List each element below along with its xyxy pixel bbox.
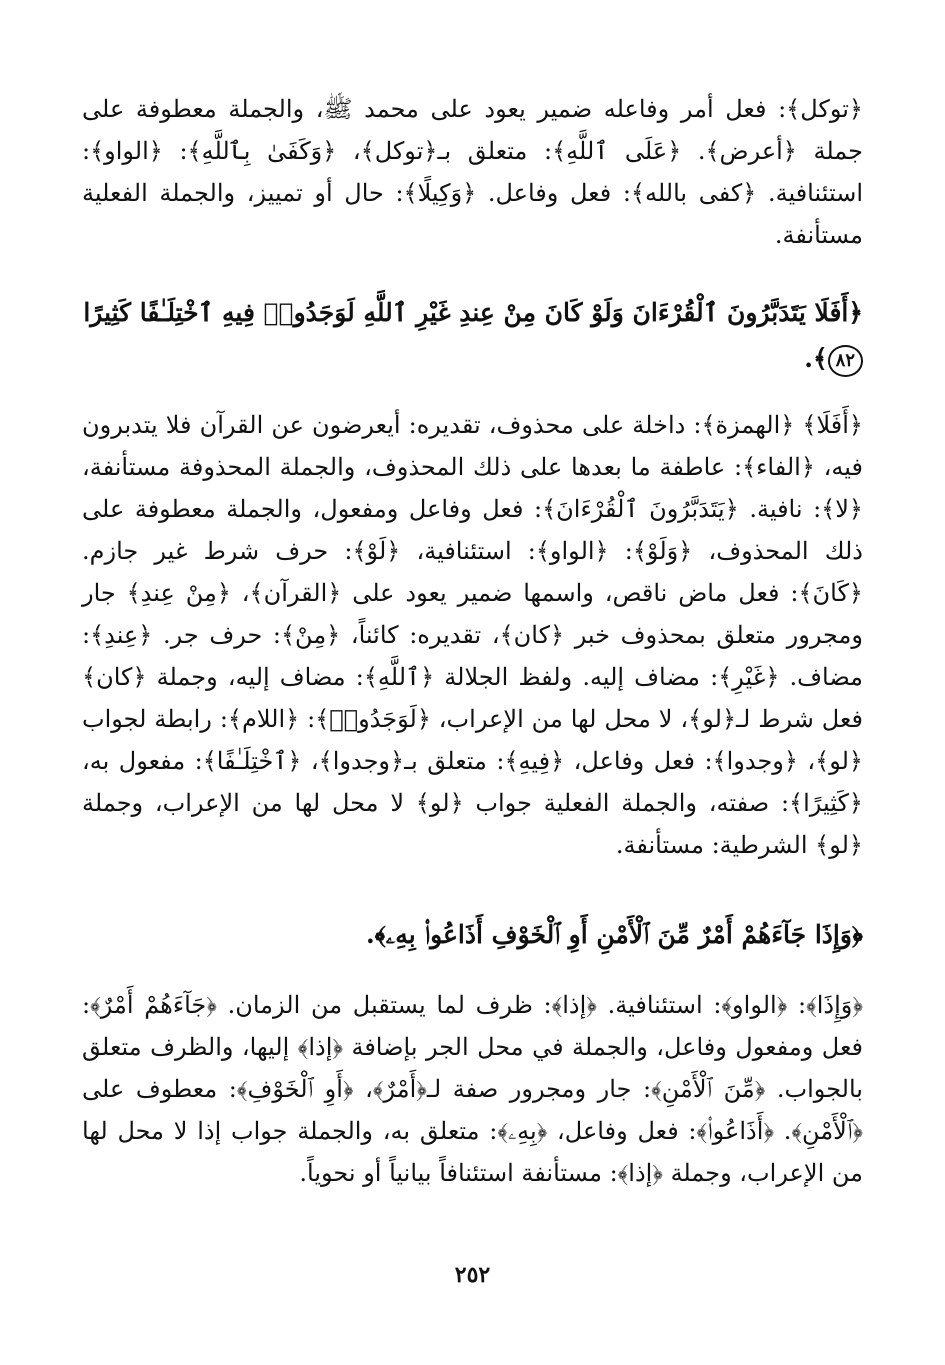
verse-closing-bracket: ﴾. <box>804 344 828 373</box>
paragraph-tawakkal-irab <box>82 88 863 256</box>
page-number: ٢٥٢ <box>454 1262 491 1288</box>
paragraph-text: ﴿أَفَلَا﴾ ﴿الهمزة﴾: داخلة على محذوف، تقديره: أيعرضون عن القرآن فلا يتدبرون فيه، ﴿الفاء﴾: عاطفة ما بعدها على ذلك المحذوف، والجملة المحذوفة مستأنفة، ﴿لا﴾: نافية. ﴿يَتَدَبَّرُونَ ٱلْقُرْءَانَ﴾: فعل وفاعل ومفعول، والجملة معطوفة على ذلك المحذوف، ﴿وَلَوْ﴾: ﴿الواو﴾: استئنافية، ﴿لَوْ﴾: حرف شرط غير جازم. ﴿كَانَ﴾: فعل ماض ناقص، واسمها ضمير يعود على ﴿القرآن﴾، ﴿مِنْ عِندِ﴾ جار ومجرور متعلق بمحذوف خبر ﴿كان﴾، تقديره: كائناً، ﴿مِنْ﴾: حرف جر. ﴿عِندِ﴾: مضاف. ﴿غَيْرِ﴾: مضاف إليه. ولفظ الجلالة ﴿ٱللَّهِ﴾: مضاف إليه، وجملة ﴿كان﴾ فعل شرط لـ﴿لو﴾، لا محل لها من الإعراب، ﴿لَوَجَدُوا۟﴾: ﴿اللام﴾: رابطة لجواب ﴿لو﴾، ﴿وجدوا﴾: فعل وفاعل، ﴿فِيهِ﴾: متعلق بـ﴿وجدوا﴾، ﴿ٱخْتِلَـٰفًا﴾: مفعول به، ﴿كَثِيرًا﴾: صفته، والجملة الفعلية جواب ﴿لو﴾ لا محل لها من الإعراب، وجملة ﴿لو﴾ الشرطية: مستأنفة. <box>82 411 863 859</box>
paragraph-text: ﴿توكل﴾: فعل أمر وفاعله ضمير يعود على محمد ﷺ، والجملة معطوفة على جملة ﴿أعرض﴾. ﴿عَلَى ٱللَّهِ﴾: متعلق بـ﴿توكل﴾، ﴿وَكَفَىٰ بِٱللَّهِ﴾: ﴿الواو﴾: استئنافية. ﴿كفى بالله﴾: فعل وفاعل. ﴿وَكِيلًا﴾: حال أو تمييز، والجملة الفعلية مستأنفة. <box>82 95 863 249</box>
paragraph-verse-83-irab <box>82 984 863 1194</box>
verse-number-marker: ٨٢ <box>828 345 863 377</box>
verse-text: ﴿أَفَلَا يَتَدَبَّرُونَ ٱلْقُرْءَانَ وَلَوْ كَانَ مِنْ عِندِ غَيْرِ ٱللَّهِ لَوَجَدُوا۟ فِيهِ ٱخْتِلَـٰفًا كَثِيرًا <box>83 298 863 327</box>
verse-83-opening <box>82 912 863 958</box>
paragraph-text: ﴿وَإِذَا﴾: ﴿الواو﴾: استئنافية. ﴿إذا﴾: ظرف لما يستقبل من الزمان. ﴿جَآءَهُمْ أَمْرٌ﴾: فعل ومفعول وفاعل، والجملة في محل الجر بإضافة ﴿إذا﴾ إليها، والظرف متعلق بالجواب. ﴿مِّنَ ٱلْأَمْنِ﴾: جار ومجرور صفة لـ﴿أَمْرٌ﴾، ﴿أَوِ ٱلْخَوْفِ﴾: معطوف على ﴿ٱلْأَمْنِ﴾. ﴿أَذَاعُوا۟﴾: فعل وفاعل، ﴿بِهِۦ﴾: متعلق به، والجملة جواب إذا لا محل لها من الإعراب، وجملة ﴿إذا﴾: مستأنفة استئنافاً بيانياً أو نحوياً. <box>82 991 863 1187</box>
verse-text: ﴿وَإِذَا جَآءَهُمْ أَمْرٌ مِّنَ ٱلْأَمْنِ أَوِ ٱلْخَوْفِ أَذَاعُوا۟ بِهِۦ﴾. <box>366 920 863 949</box>
verse-82 <box>82 290 863 382</box>
paragraph-verse-82-irab <box>82 404 863 866</box>
